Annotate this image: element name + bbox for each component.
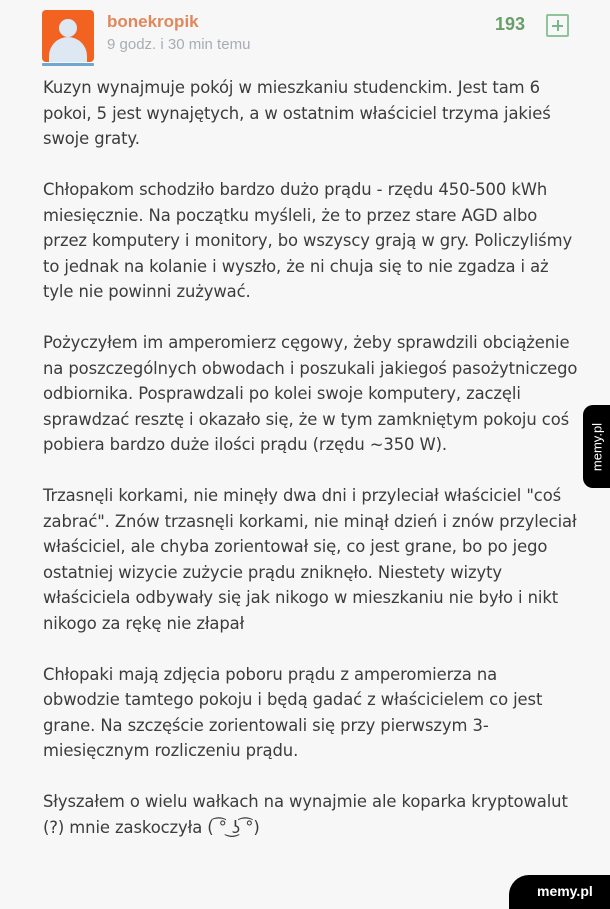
post-paragraph: Słyszałem o wielu wałkach na wynajmie ale koparka kryptowalut (?) mnie zaskoczyła ( ͡° ͜ʖ ͡°) [43,792,568,837]
avatar-gender-underline [42,63,94,66]
post-paragraph: Kuzyn wynajmuje pokój w mieszkaniu studenckim. Jest tam 6 pokoi, 5 jest wynajętych, a w ostatnim właściciel trzyma jakieś swoje graty. [43,78,551,148]
post-header [0,0,610,70]
memy-watermark-side [583,405,610,488]
avatar-body-shape [49,37,87,62]
memy-watermark-bottom [509,875,610,909]
post-paragraph: Chłopakom schodziło bardzo dużo prądu - rzędu 450-500 kWh miesięcznie. Na początku myśleli, że to przez stare AGD albo przez komputery i monitory, bo wszyscy grają w gry. Policzyliśmy to jednak na kolanie i wyszło, że ni chuja się to nie zgadza i aż tyle nie powinni zużywać. [43,180,573,301]
default-user-avatar-icon[interactable] [42,10,94,62]
avatar-head-shape [59,19,77,37]
author-username[interactable]: bonekropik [107,12,199,31]
post-body [43,75,578,866]
post-paragraph: Chłopaki mają zdjęcia poboru prądu z amperomierza na obwodzie tamtego pokoju i będą gadać z właścicielem co jest grane. Na szczęście zorientowali się przy pierwszym 3-miesięcznym rozliczeniu prądu. [43,664,543,760]
watermark-side-text: memy.pl [589,422,604,471]
watermark-bottom-text: memy.pl [537,883,593,899]
post-paragraph: Pożyczyłem im amperomierz cęgowy, żeby sprawdzili obciążenie na poszczególnych obwodach i poszukali jakiegoś pasożytniczego odbiornika. Posprawdzali po kolei swoje komputery, zaczęli sprawdzać resztę i okazało się, że w tym zamkniętym pokoju coś pobiera bardzo duże ilości prądu (rzędu ~350 W). [43,333,578,454]
vote-score: 193 [495,14,526,34]
post-timestamp[interactable]: 9 godz. i 30 min temu [107,36,251,53]
post-paragraph: Trzasnęli korkami, nie minęły dwa dni i przyleciał właściciel "coś zabrać". Znów trzasnęli korkami, nie minął dzień i znów przyleciał właściciel, ale chyba zorientował się, co jest grane, bo po jego ostatniej wizycie zużycie prądu zniknęło. Niestety wizyty właściciela odbywały się jak nikogo w mieszkaniu nie było i nikt nikogo za rękę nie złapał [43,486,577,633]
upvote-plus-icon[interactable] [546,14,569,37]
